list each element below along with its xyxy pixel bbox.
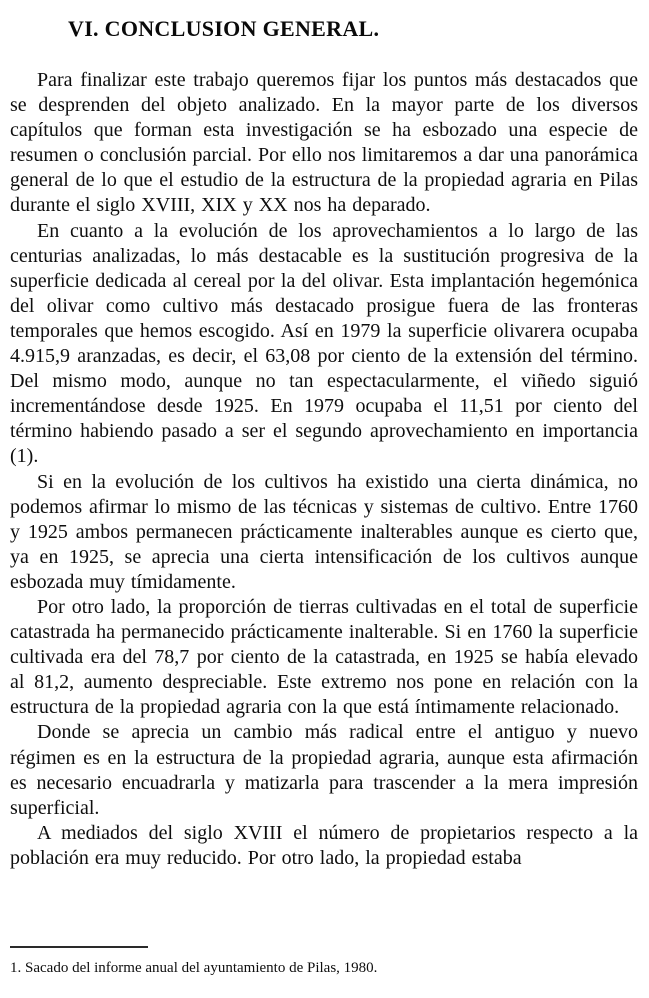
footnote-divider <box>10 946 148 948</box>
section-title: VI. CONCLUSION GENERAL. <box>68 16 380 41</box>
paragraph-6: A mediados del siglo XVIII el número de propietarios respecto a la población era muy reducido. Por otro lado, la propiedad estaba <box>10 821 638 869</box>
paragraph-3: Si en la evolución de los cultivos ha existido una cierta dinámica, no podemos afirmar lo mismo de las técnicas y sistemas de cultivo. Entre 1760 y 1925 ambos permanecen prácticamente inalterables aunque es cierto que, ya en 1925, se aprecia una cierta intensificación de los cultivos aunque esbozada muy tímidamente. <box>10 470 638 593</box>
footnote-text: 1. Sacado del informe anual del ayuntamiento de Pilas, 1980. <box>10 960 378 976</box>
paragraph-4: Por otro lado, la proporción de tierras cultivadas en el total de superficie catastrada ha permanecido prácticamente inalterable. Si en 1760 la superficie cultivada era del 78,7 por ciento de la catastrada, en 1925 se había elevado al 81,2, aumento despreciable. Este extremo nos pone en relación con la estructura de la propiedad agraria con la que está íntimamente relacionado. <box>10 595 638 719</box>
footnote <box>10 946 638 978</box>
paragraph-5: Donde se aprecia un cambio más radical entre el antiguo y nuevo régimen es en la estructura de la propiedad agraria, aunque esta afirmación es necesario encuadrarla y matizarla para trascender a la mera impresión superficial. <box>10 721 638 819</box>
document-body <box>10 68 638 871</box>
paragraph-2: En cuanto a la evolución de los aprovechamientos a lo largo de las centurias analizadas, lo más destacable es la sustitución progresiva de la superficie dedicada al cereal por la del olivar. Esta implantación hegemónica del olivar como cultivo más destacado prosigue fuera de las fronteras temporales que hemos escogido. Así en 1979 la superficie olivarera ocupaba 4.915,9 aranzadas, es decir, el 63,08 por ciento de la extensión del término. Del mismo modo, aunque no tan espectacularmente, el viñedo siguió incrementándose desde 1925. En 1979 ocupaba el 11,51 por ciento del término habiendo pasado a ser el segundo aprovechamiento en importancia (1). <box>10 219 638 468</box>
paragraph-1: Para finalizar este trabajo queremos fijar los puntos más destacados que se desprenden del objeto analizado. En la mayor parte de los diversos capítulos que forman esta investigación se ha esbozado una especie de resumen o conclusión parcial. Por ello nos limitaremos a dar una panorámica general de lo que el estudio de la estructura de la propiedad agraria en Pilas durante el siglo XVIII, XIX y XX nos ha deparado. <box>10 69 638 217</box>
